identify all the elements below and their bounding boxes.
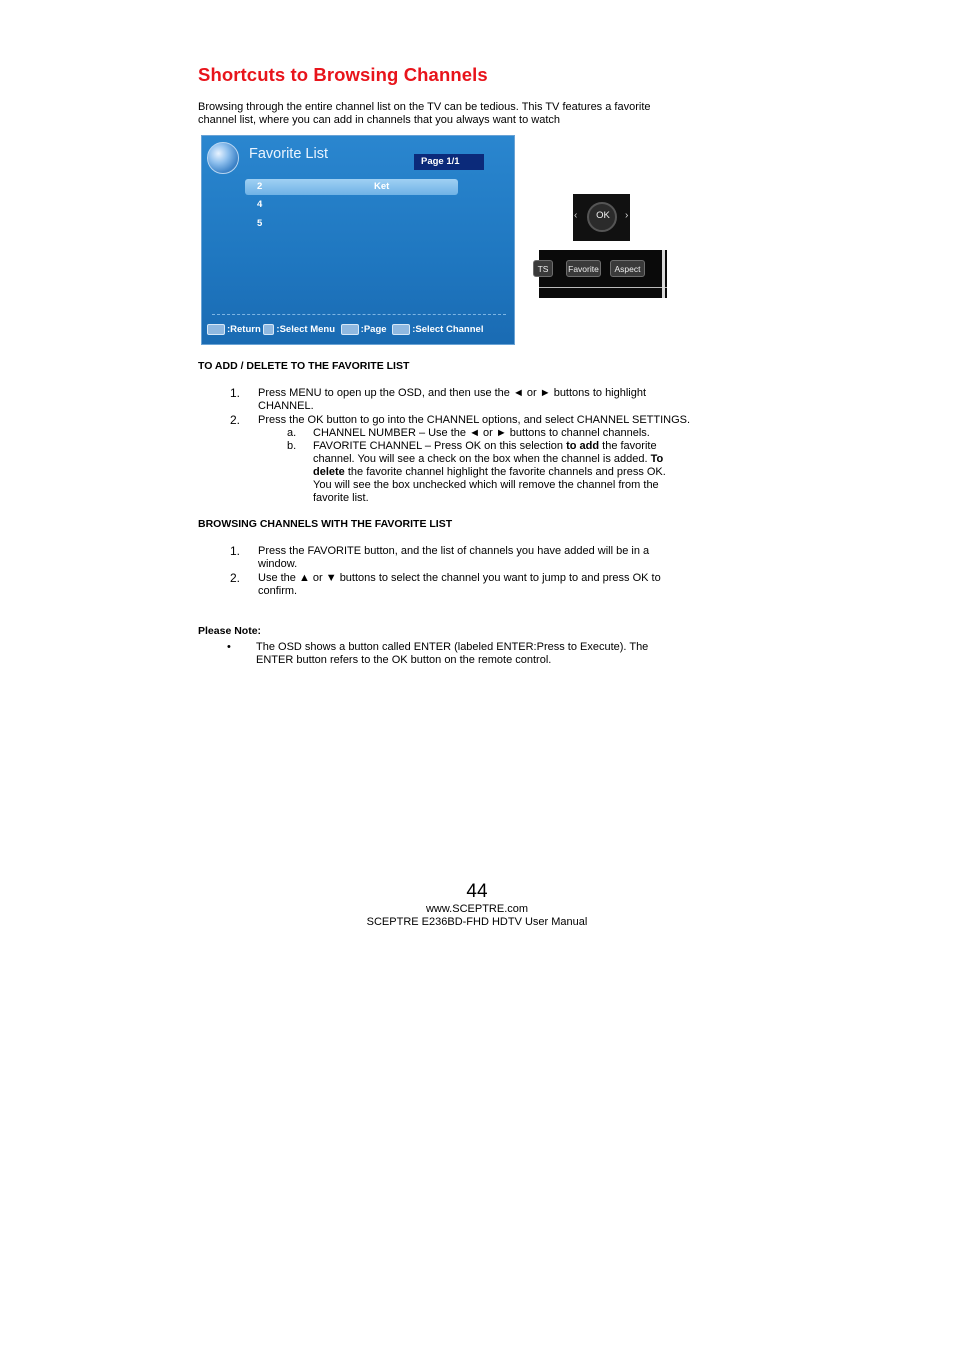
osd-channel-number: 4 [257, 199, 263, 210]
remote-favorite-button-image [539, 250, 667, 298]
step-number: 2. [230, 413, 241, 427]
remote-aspect-button: Aspect [610, 260, 645, 277]
remote-ts-button: TS [533, 260, 553, 277]
step-number: 1. [230, 544, 241, 558]
up-down-key-icon [263, 324, 274, 335]
substep-bold-part: To delete [313, 453, 664, 478]
left-right-key-icon [341, 324, 359, 335]
intro-paragraph: Browsing through the entire channel list on the TV can be tedious. This TV features a favorite channel list, where you can add in channels that you always want to watch [198, 101, 651, 126]
note-heading: Please Note: [198, 625, 262, 637]
osd-highlight-bar [245, 179, 458, 195]
substep-bold-part: to add [566, 440, 600, 452]
step-text: Press the OK button to go into the CHANNEL options, and select CHANNEL SETTINGS. [258, 414, 691, 426]
osd-divider [212, 314, 506, 315]
page-title: Shortcuts to Browsing Channels [198, 64, 488, 85]
step-number: 2. [230, 571, 241, 585]
substep-letter: a. [287, 427, 297, 439]
substep-text-part: the favorite channel highlight the favorite channels and press OK. You will see the box unchecked which will remove the channel from the favorite list. [313, 466, 666, 504]
globe-icon [207, 142, 239, 174]
step-text: Use the ▲ or ▼ buttons to select the channel you want to jump to and press OK to confirm. [258, 572, 661, 597]
step-number: 1. [230, 386, 241, 400]
osd-help-bar [207, 324, 483, 335]
osd-help-select-channel: :Select Channel [412, 324, 484, 336]
substep-text: CHANNEL NUMBER – Use the ◄ or ► buttons to channel channels. [313, 427, 650, 439]
section-heading-browsing: BROWSING CHANNELS WITH THE FAVORITE LIST [198, 518, 453, 530]
enter-key-icon [392, 324, 410, 335]
favorite-list-osd-screenshot [201, 135, 515, 345]
strip-divider [539, 287, 667, 288]
osd-help-return: :Return [227, 324, 261, 336]
section-heading-add-delete: TO ADD / DELETE TO THE FAVORITE LIST [198, 360, 410, 372]
substep-text [313, 440, 685, 505]
remote-favorite-button: Favorite [566, 260, 601, 277]
note-text: The OSD shows a button called ENTER (labeled ENTER:Press to Execute). The ENTER button refers to the OK button on the remote control. [256, 641, 649, 666]
substep-text-part: the favorite channel. You will see a check on the box when the channel is added. [313, 440, 657, 465]
osd-help-select-menu: :Select Menu [276, 324, 336, 336]
osd-channel-name: Ket [374, 181, 390, 192]
right-arrow-icon: › [625, 210, 629, 221]
osd-channel-number: 2 [257, 181, 263, 192]
step-text: Press the FAVORITE button, and the list of channels you have added will be in a window. [258, 545, 650, 570]
substep-text-part: FAVORITE CHANNEL – Press OK on this selection [313, 440, 567, 452]
remote-ok-button-image [573, 194, 630, 241]
ok-label: OK [596, 210, 610, 221]
menu-key-icon [207, 324, 225, 335]
osd-page-indicator: Page 1/1 [414, 154, 484, 170]
osd-help-page: :Page [360, 324, 387, 336]
osd-title: Favorite List [249, 146, 328, 162]
substep-letter: b. [287, 440, 297, 452]
strip-edge [662, 250, 665, 298]
left-arrow-icon: ‹ [574, 210, 578, 221]
bullet-icon: • [227, 641, 231, 653]
footer-manual-title: SCEPTRE E236BD-FHD HDTV User Manual [366, 916, 588, 928]
footer-website: www.SCEPTRE.com [425, 903, 529, 915]
page-number: 44 [466, 881, 488, 902]
step-text: Press MENU to open up the OSD, and then use the ◄ or ► buttons to highlight CHANNEL. [258, 387, 647, 412]
osd-channel-number: 5 [257, 218, 263, 229]
